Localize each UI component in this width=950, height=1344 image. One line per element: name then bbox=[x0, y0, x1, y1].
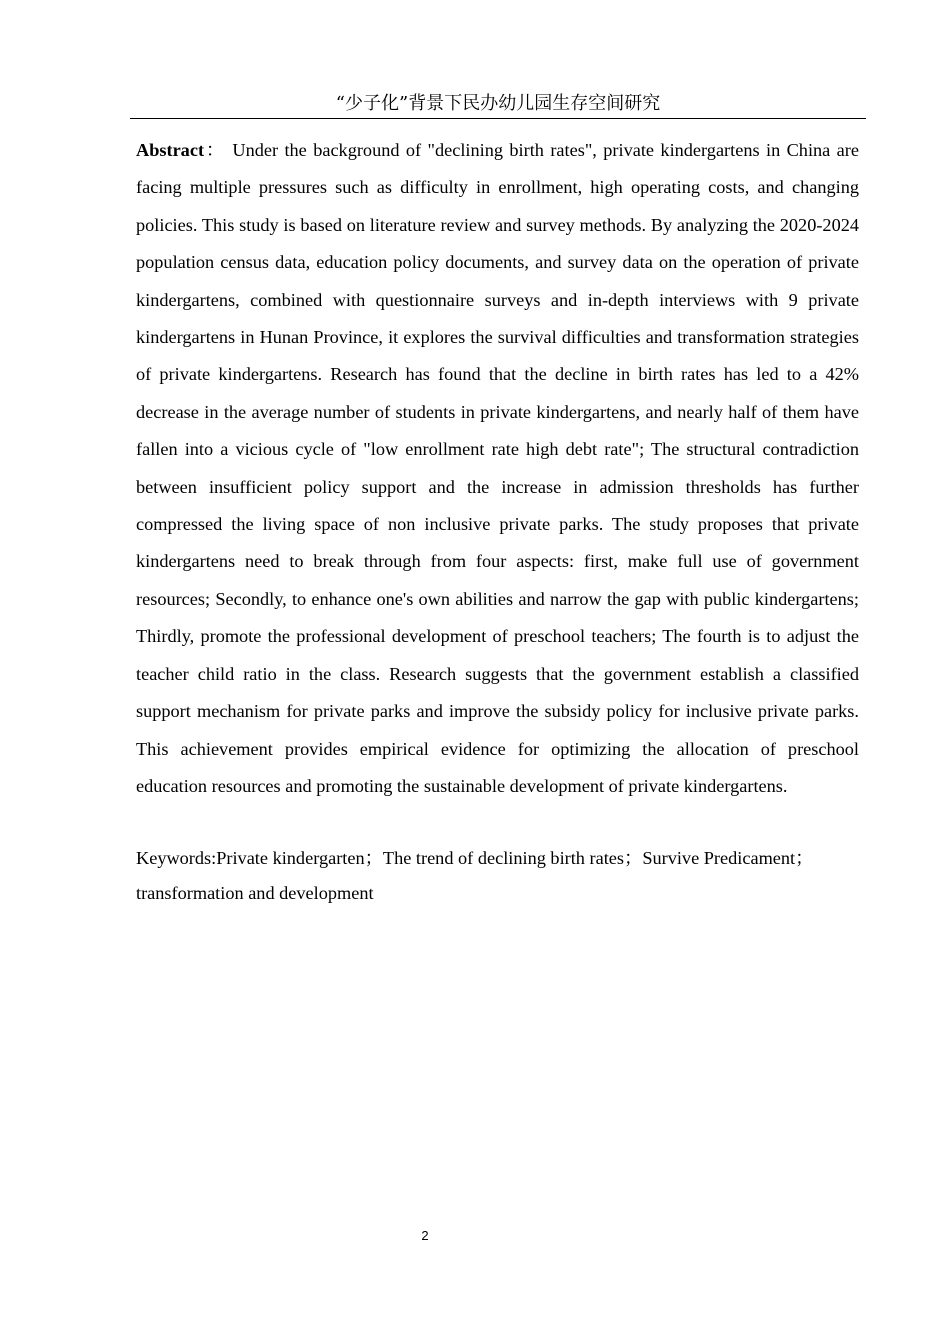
keywords-line: Keywords:Private kindergarten；The trend of declining birth rates；Survive Predicament；transformation and development bbox=[136, 848, 814, 903]
abstract-text: Under the background of "declining birth rates", private kindergartens in China are facing multiple pressures such as difficulty in enrollment, high operating costs, and changing policies. This study is based on literature review and survey methods. By analyzing the 2020-2024 population census data, education policy documents, and survey data on the operation of private kindergartens, combined with questionnaire surveys and in-depth interviews with 9 private kindergartens in Hunan Province, it explores the survival difficulties and transformation strategies of private kindergartens. Research has found that the decline in birth rates has led to a 42% decrease in the average number of students in private kindergartens, and nearly half of them have fallen into a vicious cycle of "low enrollment rate high debt rate"; The structural contradiction between insufficient policy support and the increase in admission thresholds has further compressed the living space of non inclusive private parks. The study proposes that private kindergartens need to break through from four aspects: first, make full use of government resources; Secondly, to enhance one's own abilities and narrow the gap with public kindergartens; Thirdly, promote the professional development of preschool teachers; The fourth is to adjust the teacher child ratio in the class. Research suggests that the government establish a classified support mechanism for private parks and improve the subsidy policy for inclusive private parks. This achievement provides empirical evidence for optimizing the allocation of preschool education resources and promoting the sustainable development of private kindergartens. bbox=[136, 140, 859, 796]
abstract-paragraph bbox=[136, 132, 859, 805]
abstract-label: Abstract bbox=[136, 140, 205, 160]
abstract-separator: ： bbox=[204, 140, 226, 160]
page-number: 2 bbox=[421, 1228, 429, 1243]
page-header: “少子化”背景下民办幼儿园生存空间研究 bbox=[130, 92, 866, 119]
